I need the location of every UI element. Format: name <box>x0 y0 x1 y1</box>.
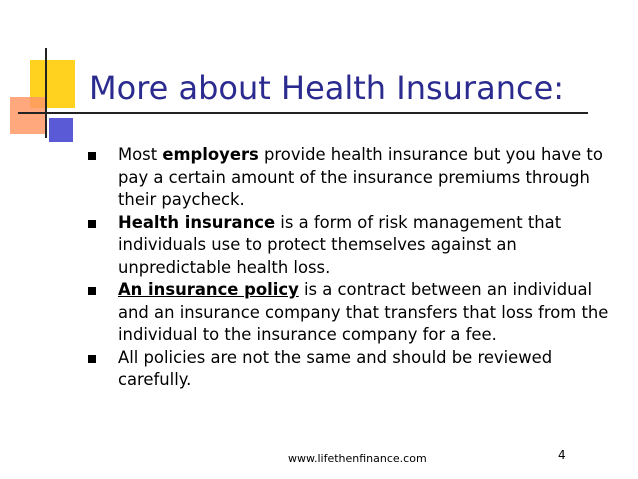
bullet-item <box>84 347 614 392</box>
page-number: 4 <box>558 448 566 462</box>
footer-url: www.lifethenfinance.com <box>288 452 427 465</box>
bullet-text: provide health insurance but you have to pay a certain amount of the insurance premiums through their paycheck. <box>118 145 603 209</box>
bullet-bold-term: Health insurance <box>118 212 276 232</box>
bullet-item <box>84 279 614 347</box>
bullet-item <box>84 144 614 212</box>
bullet-list <box>84 144 614 392</box>
square-bullet-icon <box>88 355 96 363</box>
decorative-vertical-line <box>45 48 47 138</box>
bullet-item <box>84 212 614 280</box>
square-bullet-icon <box>88 152 96 160</box>
decorative-blue-square <box>49 118 73 142</box>
bullet-text: Most <box>118 145 163 164</box>
slide-title: More about Health Insurance: <box>89 69 565 107</box>
decorative-red-square <box>10 97 45 134</box>
decorative-horizontal-line <box>18 112 588 114</box>
bullet-text: is a contract between an individual and an insurance company that transfers that loss from the individual to the insurance company for a fee. <box>118 280 609 344</box>
bullet-bold-term: An insurance policy <box>118 280 299 299</box>
bullet-text: All policies are not the same and should be reviewed carefully. <box>118 347 553 389</box>
square-bullet-icon <box>88 287 96 295</box>
bullet-bold-term: employers <box>162 145 259 164</box>
square-bullet-icon <box>88 220 96 228</box>
bullet-text: is a form of risk management that individuals use to protect themselves against an unpredictable health loss. <box>118 212 562 277</box>
